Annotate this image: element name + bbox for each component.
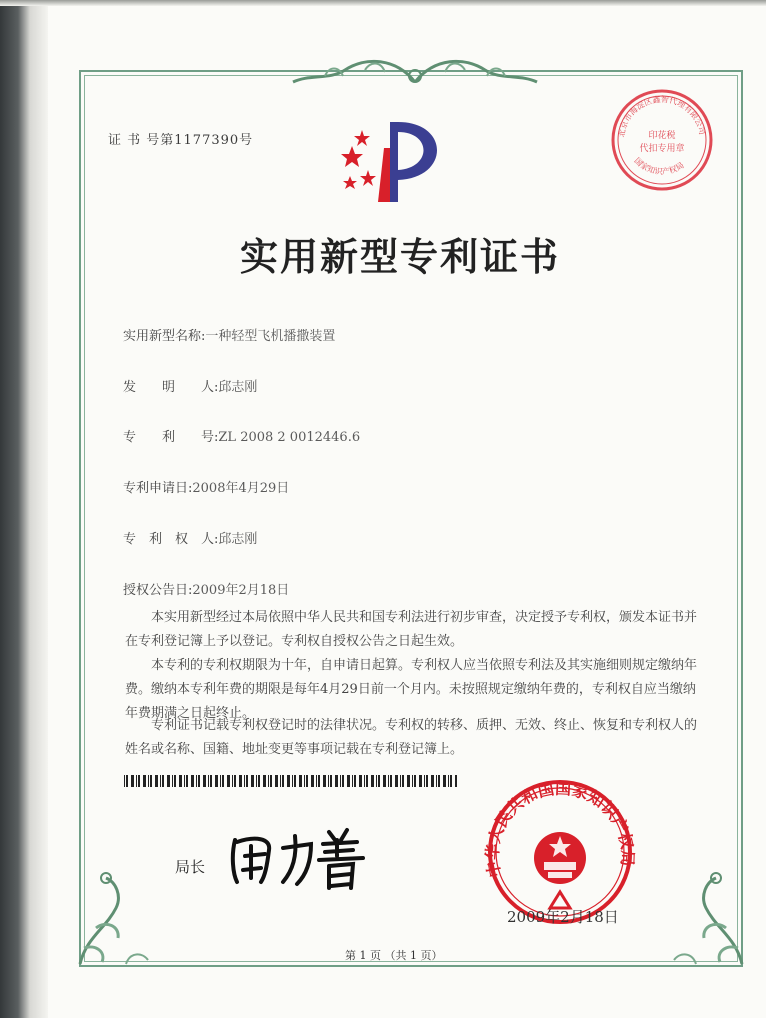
barcode-bar bbox=[436, 775, 437, 787]
barcode-bar bbox=[426, 775, 428, 787]
barcode-bar bbox=[167, 775, 170, 787]
field-value: 邱志刚 bbox=[218, 380, 258, 395]
barcode-bar bbox=[150, 775, 152, 787]
barcode-bar bbox=[208, 775, 209, 787]
barcode-bar bbox=[304, 775, 305, 787]
barcode-bar bbox=[371, 775, 374, 787]
barcode-bar bbox=[270, 775, 272, 787]
barcode-bar bbox=[287, 775, 290, 787]
barcode-bar bbox=[395, 775, 398, 787]
seal-arc-text: 中华人民共和国国家知识产权局 bbox=[482, 778, 638, 879]
barcode-bar bbox=[414, 775, 416, 787]
barcode-bar bbox=[388, 775, 389, 787]
barcode-bar bbox=[220, 775, 221, 787]
barcode-bar bbox=[402, 775, 404, 787]
barcode-bar bbox=[191, 775, 194, 787]
bottom-right-ornament bbox=[666, 868, 746, 968]
barcode-bar bbox=[126, 775, 128, 787]
tax-stamp-arc-text: 北京市海淀区鑫智代理有限公司 bbox=[616, 94, 707, 138]
barcode-bar bbox=[378, 775, 380, 787]
barcode-bar bbox=[280, 775, 281, 787]
national-ip-seal bbox=[480, 774, 640, 924]
top-ornament bbox=[285, 52, 545, 92]
field-label: 实用新型名称: bbox=[123, 329, 206, 344]
barcode-bar bbox=[311, 775, 314, 787]
barcode-bar bbox=[407, 775, 410, 787]
scan-edge-shadow bbox=[0, 0, 48, 1018]
barcode-bar bbox=[352, 775, 353, 787]
barcode-bar bbox=[258, 775, 260, 787]
barcode-bar bbox=[162, 775, 164, 787]
field-patentee bbox=[123, 528, 257, 547]
barcode-bar bbox=[198, 775, 200, 787]
barcode-bar bbox=[318, 775, 320, 787]
tax-stamp-line2: 代扣专用章 bbox=[639, 144, 685, 154]
barcode-bar bbox=[330, 775, 332, 787]
barcode-bar bbox=[292, 775, 293, 787]
field-application-date bbox=[123, 477, 289, 496]
barcode-bar bbox=[306, 775, 308, 787]
sipo-logo bbox=[340, 118, 450, 208]
barcode-bar bbox=[186, 775, 188, 787]
barcode-bar bbox=[138, 775, 140, 787]
barcode-bar bbox=[424, 775, 425, 787]
paragraph-legal-status: 专利证书记载专利权登记时的法律状况。专利权的转移、质押、无效、终止、恢复和专利权人的姓名或名称、国籍、地址变更等事项记载在专利登记簿上。 bbox=[125, 718, 698, 757]
barcode-bar bbox=[244, 775, 245, 787]
tax-stamp-line1: 印花税 bbox=[648, 131, 676, 141]
barcode-bar bbox=[148, 775, 149, 787]
barcode-bar bbox=[438, 775, 440, 787]
barcode-bar bbox=[412, 775, 413, 787]
field-inventor bbox=[123, 376, 257, 395]
barcode-bar bbox=[316, 775, 317, 787]
barcode-bar bbox=[227, 775, 230, 787]
barcode-bar bbox=[251, 775, 254, 787]
barcode-bar bbox=[328, 775, 329, 787]
svg-text:国家知识产权局 bbox=[632, 156, 685, 176]
field-value: 2008年4月29日 bbox=[192, 481, 290, 496]
barcode-bar bbox=[179, 775, 182, 787]
barcode-bar bbox=[203, 775, 206, 787]
paragraph-grant-notice: 本实用新型经过本局依照中华人民共和国专利法进行初步审查，决定授予专利权，颁发本证书并在专利登记簿上予以登记。专利权自授权公告之日起生效。 bbox=[125, 610, 698, 649]
barcode-bar bbox=[342, 775, 344, 787]
barcode-bar bbox=[174, 775, 176, 787]
barcode-bar bbox=[400, 775, 401, 787]
barcode-bar bbox=[136, 775, 137, 787]
barcode-bar bbox=[366, 775, 368, 787]
barcode-bar bbox=[376, 775, 377, 787]
barcode-bar bbox=[143, 775, 146, 787]
barcode-bar bbox=[390, 775, 392, 787]
barcode-bar bbox=[323, 775, 326, 787]
barcode-bar bbox=[184, 775, 185, 787]
barcode-bar bbox=[431, 775, 434, 787]
barcode-bar bbox=[155, 775, 158, 787]
issue-date: 2009年2月18日 bbox=[507, 908, 619, 926]
field-label: 专利申请日: bbox=[123, 481, 193, 496]
field-value: 2009年2月18日 bbox=[192, 583, 290, 598]
barcode-bar bbox=[239, 775, 242, 787]
barcode-bar bbox=[124, 775, 125, 787]
field-label: 专 利 权 人: bbox=[123, 532, 219, 547]
barcode-bar bbox=[210, 775, 212, 787]
barcode-bar bbox=[347, 775, 350, 787]
barcode-bar bbox=[234, 775, 236, 787]
scan-top-edge bbox=[0, 0, 766, 6]
barcode-bar bbox=[246, 775, 248, 787]
paragraph-term-fees: 本专利的专利权期限为十年，自申请日起算。专利权人应当依照专利法及其实施细则规定缴纳年费。缴纳本专利年费的期限是每年4月29日前一个月内。未按照规定缴纳年费的，专利权自应当缴纳年费期满之日起终止。 bbox=[125, 658, 698, 721]
barcode-bar bbox=[172, 775, 173, 787]
barcode-bar bbox=[354, 775, 356, 787]
barcode-bar bbox=[340, 775, 341, 787]
field-label: 发 明 人: bbox=[123, 380, 219, 395]
barcode-bar bbox=[282, 775, 284, 787]
tax-stamp bbox=[610, 88, 714, 192]
barcode-bar bbox=[268, 775, 269, 787]
barcode-bar bbox=[450, 775, 452, 787]
director-signature bbox=[225, 826, 375, 892]
bottom-left-ornament bbox=[76, 868, 156, 968]
barcode-bar bbox=[275, 775, 278, 787]
tax-stamp-bottom-text: 国家知识产权局 bbox=[632, 155, 686, 177]
barcode-bar bbox=[222, 775, 224, 787]
barcode-bar bbox=[364, 775, 365, 787]
field-label: 授权公告日: bbox=[123, 583, 193, 598]
barcode-bar bbox=[294, 775, 296, 787]
field-grant-date bbox=[123, 579, 289, 598]
barcode-bar bbox=[232, 775, 233, 787]
barcode-bar bbox=[419, 775, 422, 787]
page-number: 第 1 页 （共 1 页） bbox=[345, 949, 443, 962]
field-value: 邱志刚 bbox=[218, 532, 258, 547]
barcode-bar bbox=[455, 775, 457, 787]
field-patent-number bbox=[123, 426, 360, 445]
barcode-bar bbox=[131, 775, 134, 787]
bureau-head-label: 局长 bbox=[175, 858, 206, 876]
barcode-bar bbox=[299, 775, 302, 787]
certificate-number: 证 书 号第1177390号 bbox=[108, 133, 254, 148]
barcode-bar bbox=[448, 775, 449, 787]
barcode-bar bbox=[359, 775, 362, 787]
barcode-bar bbox=[256, 775, 257, 787]
barcode-bar bbox=[383, 775, 386, 787]
field-utility-model-name bbox=[123, 325, 335, 344]
field-label: 专 利 号: bbox=[123, 430, 219, 445]
barcode-bar bbox=[335, 775, 338, 787]
barcode-bar bbox=[196, 775, 197, 787]
field-value: 一种轻型飞机播撒装置 bbox=[205, 329, 336, 344]
barcode-bar bbox=[215, 775, 218, 787]
barcode-bar bbox=[443, 775, 446, 787]
barcode-bar bbox=[263, 775, 266, 787]
barcode bbox=[124, 775, 457, 787]
certificate-title: 实用新型专利证书 bbox=[240, 234, 561, 279]
barcode-bar bbox=[160, 775, 161, 787]
field-value: ZL 2008 2 0012446.6 bbox=[218, 430, 361, 445]
